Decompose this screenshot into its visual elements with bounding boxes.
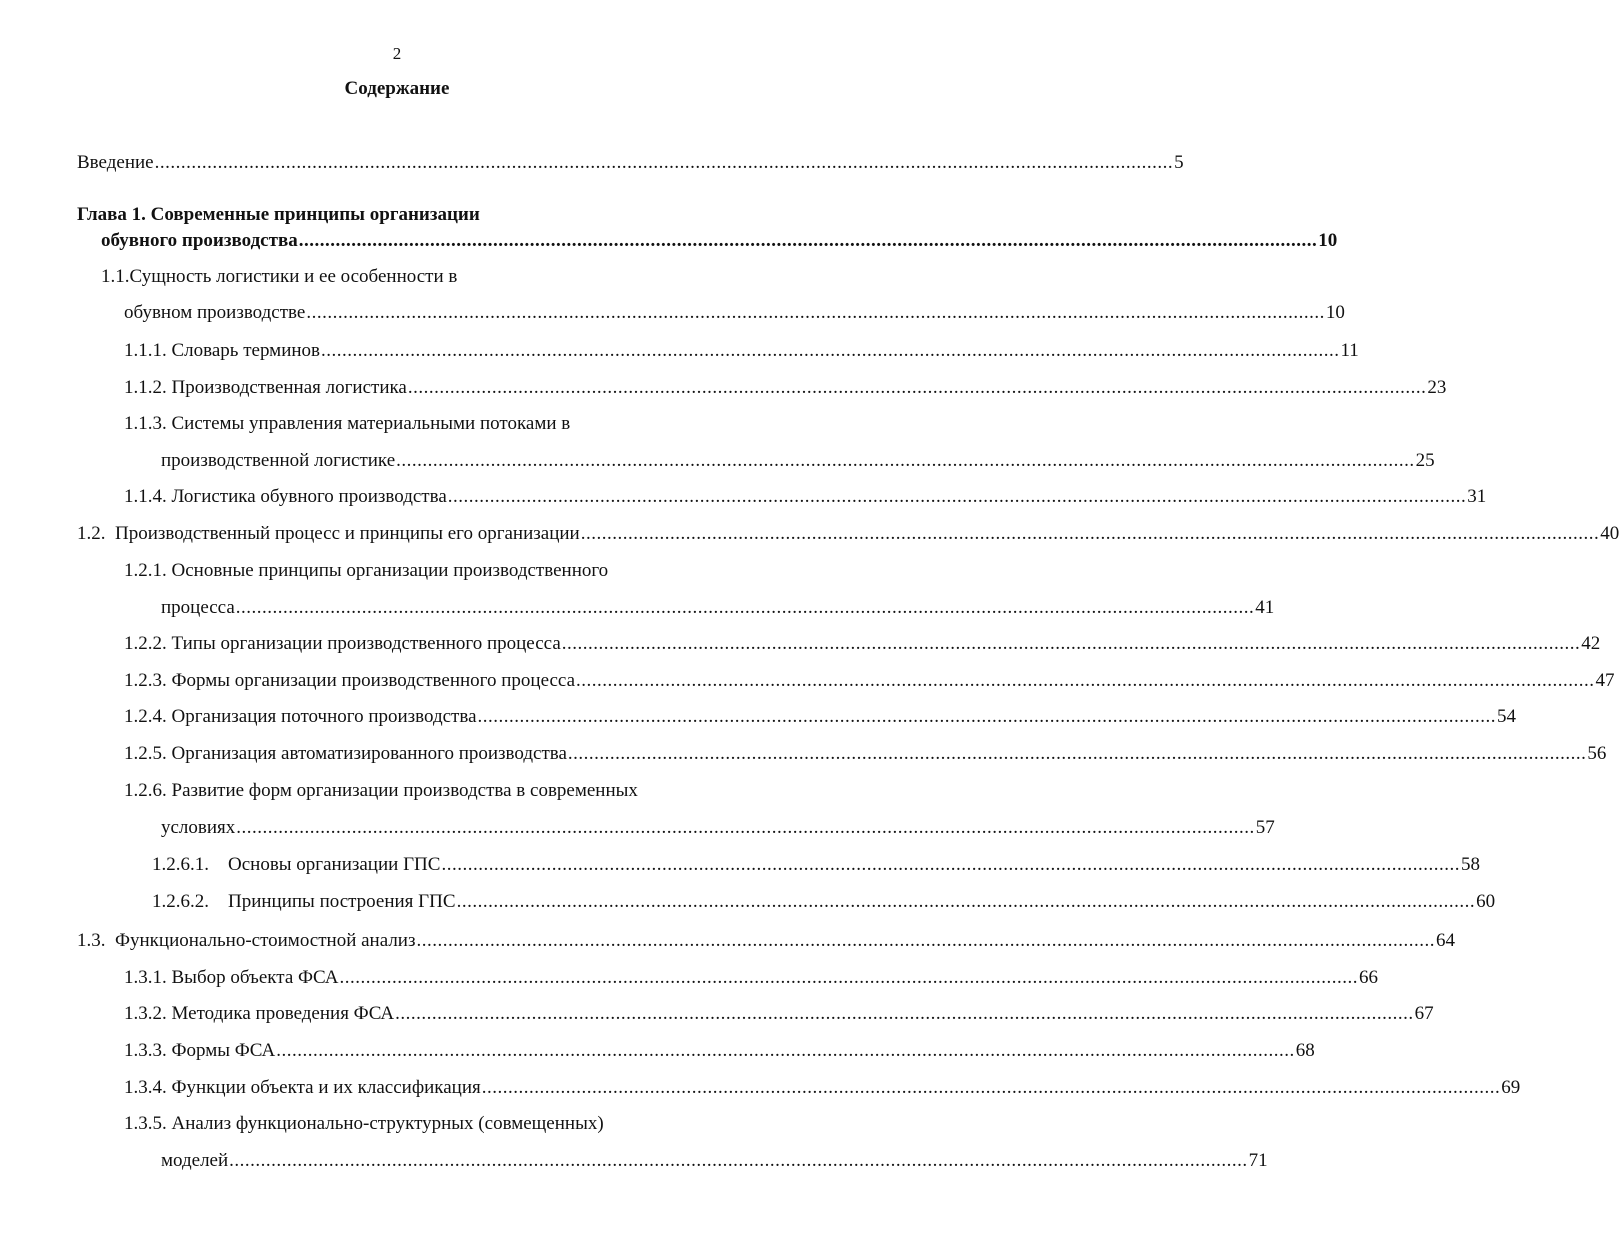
toc-entry-1-3-2[interactable] <box>124 1002 1434 1026</box>
leader-dots: .................................................................................................................................................................................................. <box>395 1003 1414 1024</box>
leader-dots: .................................................................................................................................................................................................. <box>576 670 1595 691</box>
toc-entry-text: условиях <box>161 817 236 838</box>
toc-entry-text: Основы организации ГПС <box>228 854 441 875</box>
toc-entry-1-2-3[interactable] <box>124 669 1615 693</box>
toc-entry-text: 1.2.2. Типы организации производственного процесса <box>124 633 561 654</box>
leader-dots: .................................................................................................................................................................................................. <box>339 967 1358 988</box>
toc-entry-1-1[interactable] <box>124 301 1345 325</box>
leader-dots: .................................................................................................................................................................................................. <box>477 706 1497 727</box>
toc-page-number: 11 <box>1340 340 1359 361</box>
page-number: 2 <box>392 44 402 63</box>
leader-dots: .................................................................................................................................................................................................. <box>456 891 1476 912</box>
toc-entry-text: обувном производстве <box>124 302 306 323</box>
toc-page-number: 41 <box>1255 597 1275 618</box>
toc-page-number: 10 <box>1325 302 1345 323</box>
toc-entry-text: процесса <box>161 597 235 618</box>
toc-entry-1-2-6-1[interactable] <box>152 853 1480 877</box>
leader-dots: .................................................................................................................................................................................................. <box>580 523 1600 544</box>
toc-entry-1-2-4[interactable] <box>124 705 1517 729</box>
toc-page-number: 40 <box>1600 523 1619 544</box>
toc-entry-text: 1.2.5. Организация автоматизированного производства <box>124 743 567 764</box>
page-title: Содержание <box>344 78 450 99</box>
leader-dots: .................................................................................................................................................................................................. <box>306 302 1325 323</box>
leader-dots: .................................................................................................................................................................................................. <box>416 930 1435 951</box>
toc-page-number: 56 <box>1587 743 1607 764</box>
toc-entry-1-2-5[interactable] <box>124 742 1607 766</box>
leader-dots: .................................................................................................................................................................................................. <box>567 743 1587 764</box>
toc-entry-text: производственной логистике <box>161 450 396 471</box>
toc-page-number: 67 <box>1414 1003 1434 1024</box>
toc-entry-1-1-3[interactable] <box>161 449 1435 473</box>
toc-entry-text: 1.1.1. Словарь терминов <box>124 340 321 361</box>
toc-entry-text: Принципы построения ГПС <box>228 891 456 912</box>
toc-entry-1-2-1-line1[interactable]: 1.2.1. Основные принципы организации производственного <box>124 560 609 581</box>
leader-dots: .................................................................................................................................................................................................. <box>321 340 1340 361</box>
toc-entry-text: 1.3.1. Выбор объекта ФСА <box>124 967 339 988</box>
toc-entry-1-2[interactable] <box>77 522 1619 546</box>
leader-dots: .................................................................................................................................................................................................. <box>276 1040 1295 1061</box>
toc-page-number: 69 <box>1501 1077 1521 1098</box>
toc-entry-1-2-6-line1[interactable]: 1.2.6. Развитие форм организации производства в современных <box>124 780 638 801</box>
leader-dots: .................................................................................................................................................................................................. <box>154 152 1174 173</box>
toc-entry-chapter-1[interactable] <box>101 229 1338 253</box>
toc-page-number: 25 <box>1415 450 1435 471</box>
toc-entry-text: 1.2.3. Формы организации производственного процесса <box>124 670 576 691</box>
toc-page-number: 68 <box>1295 1040 1315 1061</box>
leader-dots: .................................................................................................................................................................................................. <box>236 817 1255 838</box>
toc-entry-1-1-1[interactable] <box>124 339 1359 363</box>
toc-page-number: 31 <box>1467 486 1487 507</box>
toc-entry-1-3-1[interactable] <box>124 966 1378 990</box>
toc-entry-text: 1.3.4. Функции объекта и их классификация <box>124 1077 481 1098</box>
leader-dots: .................................................................................................................................................................................................. <box>561 633 1581 654</box>
toc-page-number: 10 <box>1318 230 1338 251</box>
toc-entry-1-3-5-line1[interactable]: 1.3.5. Анализ функционально-структурных (совмещенных) <box>124 1113 604 1134</box>
leader-dots: .................................................................................................................................................................................................. <box>441 854 1460 875</box>
toc-page-number: 60 <box>1476 891 1496 912</box>
leader-dots: .................................................................................................................................................................................................. <box>235 597 1255 618</box>
toc-page-number: 57 <box>1255 817 1275 838</box>
toc-entry-1-1-2[interactable] <box>124 376 1447 400</box>
toc-page-number: 5 <box>1174 152 1184 173</box>
toc-entry-chapter-1-line1[interactable]: Глава 1. Современные принципы организации <box>77 204 480 225</box>
toc-page-number: 54 <box>1497 706 1517 727</box>
toc-entry-text: 1.3. Функционально-стоимостной анализ <box>77 930 416 951</box>
toc-entry-1-1-4[interactable] <box>124 485 1487 509</box>
leader-dots: .................................................................................................................................................................................................. <box>396 450 1415 471</box>
toc-entry-1-2-2[interactable] <box>124 632 1601 656</box>
leader-dots: .................................................................................................................................................................................................. <box>407 377 1427 398</box>
leader-dots: .................................................................................................................................................................................................. <box>298 230 1318 251</box>
toc-page-number: 42 <box>1581 633 1601 654</box>
toc-entry-text: моделей <box>161 1150 229 1171</box>
toc-entry-1-2-6[interactable] <box>161 816 1275 840</box>
leader-dots: .................................................................................................................................................................................................. <box>481 1077 1501 1098</box>
leader-dots: .................................................................................................................................................................................................. <box>447 486 1467 507</box>
toc-page-number: 58 <box>1460 854 1480 875</box>
toc-entry-1-2-6-2[interactable] <box>152 890 1496 914</box>
toc-page-number: 64 <box>1435 930 1455 951</box>
toc-entry-number: 1.2.6.1. <box>152 854 209 875</box>
toc-entry-text: обувного производства <box>101 230 298 251</box>
toc-entry-intro[interactable] <box>77 151 1184 175</box>
toc-entry-1-1-3-line1[interactable]: 1.1.3. Системы управления материальными потоками в <box>124 413 571 434</box>
toc-entry-1-3[interactable] <box>77 929 1455 953</box>
toc-page-number: 66 <box>1358 967 1378 988</box>
toc-page-number: 71 <box>1248 1150 1268 1171</box>
toc-entry-text: 1.1.4. Логистика обувного производства <box>124 486 447 507</box>
toc-entry-number: 1.2.6.2. <box>152 891 209 912</box>
toc-entry-text: 1.2. Производственный процесс и принципы его организации <box>77 523 580 544</box>
toc-page-number: 47 <box>1595 670 1615 691</box>
toc-entry-1-3-3[interactable] <box>124 1039 1315 1063</box>
toc-entry-text: Введение <box>77 152 154 173</box>
toc-entry-1-3-4[interactable] <box>124 1076 1521 1100</box>
toc-entry-1-2-1[interactable] <box>161 596 1275 620</box>
toc-entry-1-1-line1[interactable]: 1.1.Сущность логистики и ее особенности в <box>101 266 458 287</box>
leader-dots: .................................................................................................................................................................................................. <box>229 1150 1248 1171</box>
toc-entry-1-3-5[interactable] <box>161 1149 1268 1173</box>
toc-page-number: 23 <box>1427 377 1447 398</box>
toc-entry-text: 1.1.2. Производственная логистика <box>124 377 407 398</box>
toc-entry-text: 1.2.4. Организация поточного производства <box>124 706 477 727</box>
toc-entry-text: 1.3.2. Методика проведения ФСА <box>124 1003 395 1024</box>
toc-entry-text: 1.3.3. Формы ФСА <box>124 1040 276 1061</box>
